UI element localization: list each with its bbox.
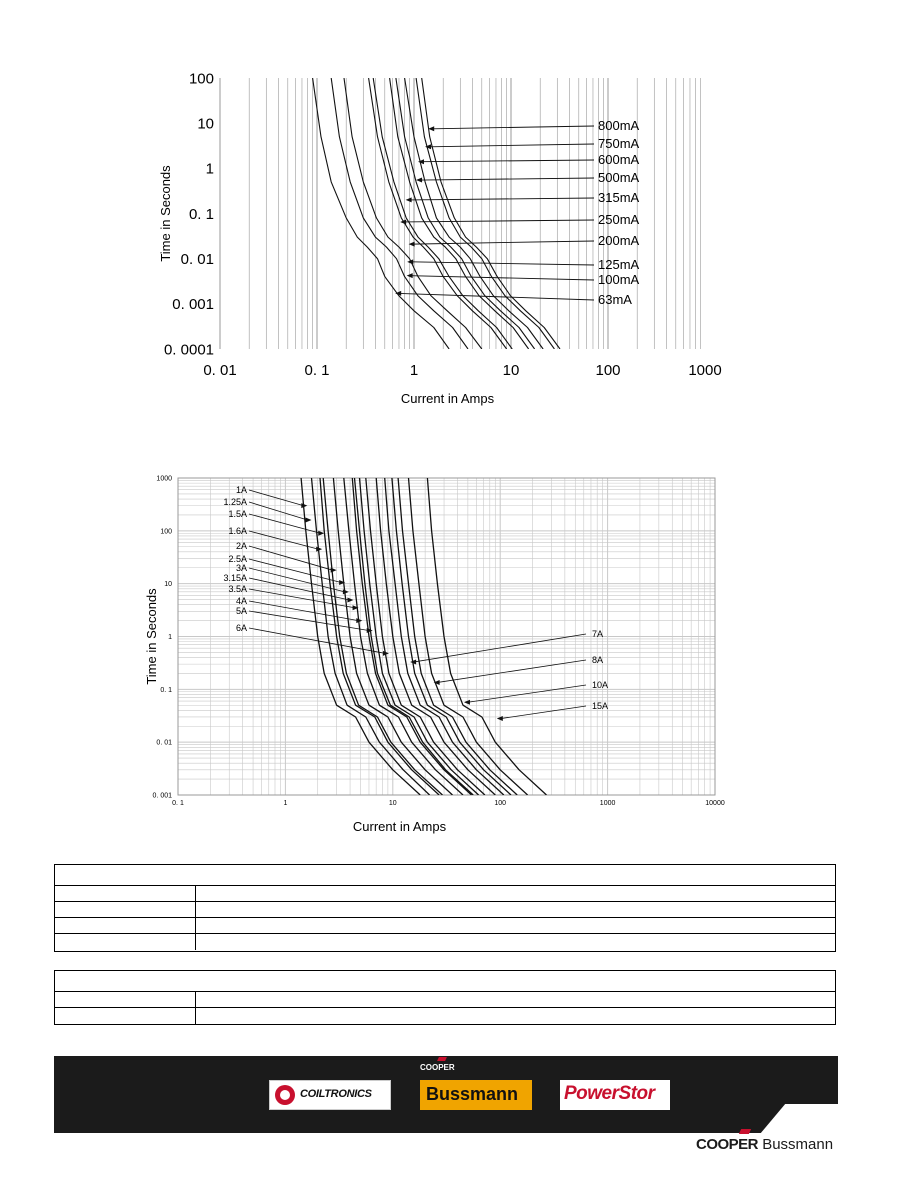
table-cell bbox=[196, 886, 835, 901]
footer-banner bbox=[54, 1056, 838, 1133]
annotation-label: 1.25A bbox=[223, 497, 247, 507]
table-row bbox=[55, 992, 835, 1008]
y-tick-label: 0. 001 bbox=[172, 296, 214, 314]
annotation-label: 3A bbox=[235, 563, 247, 573]
y-tick-label: 1000 bbox=[156, 475, 172, 483]
coiltronics-logo[interactable] bbox=[269, 1080, 391, 1110]
x-tick-label: 10000 bbox=[705, 800, 725, 807]
annotation-arrow-line bbox=[249, 531, 318, 549]
y-tick-label: 1 bbox=[205, 160, 214, 178]
x-axis-label: Current in Amps bbox=[352, 819, 447, 834]
annotation-label: 2.5A bbox=[228, 554, 247, 564]
table-row bbox=[55, 918, 835, 934]
y-tick-label: 0. 01 bbox=[156, 739, 172, 747]
annotation-arrow-line bbox=[404, 220, 594, 222]
annotation-label: 15A bbox=[592, 701, 609, 711]
annotation-500mA bbox=[416, 170, 639, 185]
annotation-label: 750mA bbox=[598, 136, 640, 151]
powerstor-logo[interactable] bbox=[560, 1080, 670, 1110]
powerstor-logo-text: PowerStor bbox=[564, 1083, 655, 1104]
y-axis-label: Time in Seconds bbox=[158, 165, 173, 262]
series-line-125mA bbox=[344, 78, 482, 349]
spec-table-1 bbox=[54, 864, 836, 952]
coiltronics-logo-text: COILTRONICS bbox=[300, 1088, 372, 1100]
annotation-arrow-line bbox=[249, 601, 358, 621]
bussmann-logo-text: Bussmann bbox=[426, 1084, 519, 1104]
annotation-arrowhead bbox=[343, 589, 349, 594]
x-axis-label: Current in Amps bbox=[400, 391, 495, 406]
annotation-arrowhead bbox=[347, 598, 353, 603]
annotation-arrow-line bbox=[420, 178, 594, 180]
y-tick-label: 0. 001 bbox=[152, 792, 172, 800]
table-cell bbox=[55, 886, 196, 901]
x-tick-label: 10 bbox=[502, 362, 520, 379]
annotation-label: 200mA bbox=[598, 233, 640, 248]
y-tick-label: 0. 1 bbox=[160, 686, 172, 694]
annotation-label: 100mA bbox=[598, 272, 640, 287]
spec-table-1-header bbox=[55, 865, 835, 886]
table-cell bbox=[55, 918, 196, 933]
annotation-label: 4A bbox=[235, 596, 247, 606]
y-tick-label: 1 bbox=[168, 633, 172, 641]
annotation-label: 1.5A bbox=[228, 509, 247, 519]
annotation-arrow-line bbox=[432, 126, 594, 129]
table-cell bbox=[196, 1008, 835, 1024]
series-line-750mA bbox=[416, 78, 554, 349]
annotation-label: 3.15A bbox=[223, 573, 247, 583]
annotation-arrow-line bbox=[411, 262, 594, 265]
series-line-600mA bbox=[405, 78, 543, 349]
spec-table-2-header bbox=[55, 971, 835, 992]
x-tick-label: 1000 bbox=[688, 362, 722, 379]
brand-accent-mark bbox=[739, 1129, 751, 1134]
bussmann-logo[interactable] bbox=[420, 1063, 532, 1110]
annotation-label: 2A bbox=[235, 541, 247, 551]
y-tick-label: 0. 01 bbox=[180, 250, 214, 268]
annotation-arrow-line bbox=[411, 276, 594, 280]
annotation-750mA bbox=[425, 136, 639, 151]
series-line-500mA bbox=[396, 78, 535, 349]
x-tick-label: 1 bbox=[283, 800, 288, 807]
annotation-6A bbox=[236, 623, 389, 656]
x-tick-label: 100 bbox=[494, 800, 507, 807]
x-tick-label: 0. 1 bbox=[172, 800, 184, 807]
annotation-arrowhead bbox=[464, 700, 470, 705]
annotation-arrow-line bbox=[438, 660, 586, 682]
grid bbox=[178, 478, 715, 795]
x-tick-label: 100 bbox=[595, 362, 621, 379]
spec-table-2 bbox=[54, 970, 836, 1025]
series-line-63mA bbox=[313, 78, 450, 349]
series-line-200mA bbox=[369, 78, 507, 349]
table-row bbox=[55, 934, 835, 950]
series-line-315mA bbox=[390, 78, 529, 349]
table-cell bbox=[196, 992, 835, 1007]
table-cell bbox=[196, 902, 835, 917]
table-cell bbox=[196, 934, 835, 950]
chart-time-current-a bbox=[130, 462, 770, 852]
annotation-arrow-line bbox=[422, 160, 594, 162]
annotation-label: 8A bbox=[592, 655, 604, 665]
table-cell bbox=[55, 902, 196, 917]
chart-time-current-ma bbox=[150, 62, 750, 422]
annotation-label: 10A bbox=[592, 680, 609, 690]
x-tick-label: 0. 1 bbox=[304, 362, 330, 379]
annotation-label: 800mA bbox=[598, 118, 640, 133]
table-cell bbox=[55, 1008, 196, 1024]
brand-cooper-text: COOPER bbox=[696, 1136, 759, 1153]
cooper-bussmann-brand[interactable] bbox=[696, 1136, 833, 1153]
annotation-arrowhead bbox=[318, 531, 324, 536]
y-tick-label: 0. 0001 bbox=[163, 341, 214, 359]
table-cell bbox=[55, 992, 196, 1007]
x-tick-label: 10 bbox=[388, 800, 397, 807]
series-line-800mA bbox=[422, 78, 560, 349]
coiltronics-ring-icon bbox=[275, 1085, 295, 1105]
annotation-label: 500mA bbox=[598, 170, 640, 185]
annotation-label: 250mA bbox=[598, 212, 640, 227]
annotation-250mA bbox=[400, 212, 639, 227]
annotation-8A bbox=[434, 655, 603, 685]
series-group bbox=[313, 78, 560, 349]
table-cell bbox=[55, 934, 196, 950]
annotation-arrowhead bbox=[331, 568, 337, 573]
x-tick-label: 0. 01 bbox=[203, 362, 237, 379]
annotation-label: 315mA bbox=[598, 190, 640, 205]
y-axis-label: Time in Seconds bbox=[144, 588, 159, 685]
annotation-label: 5A bbox=[235, 606, 247, 616]
annotation-arrow-line bbox=[249, 490, 303, 506]
table-row bbox=[55, 886, 835, 902]
y-tick-label: 0. 1 bbox=[188, 205, 214, 223]
annotation-800mA bbox=[428, 118, 639, 133]
annotation-arrowhead bbox=[406, 197, 412, 202]
annotation-label: 1.6A bbox=[228, 526, 247, 536]
y-tick-label: 10 bbox=[164, 581, 172, 589]
annotation-7A bbox=[410, 629, 603, 664]
annotation-label: 1A bbox=[235, 485, 247, 495]
table-cell bbox=[196, 918, 835, 933]
x-tick-label: 1000 bbox=[599, 800, 616, 807]
chart-svg-ma bbox=[150, 62, 750, 422]
table-row bbox=[55, 1008, 835, 1024]
annotation-315mA bbox=[406, 190, 640, 205]
annotation-600mA bbox=[418, 152, 640, 167]
annotation-label: 63mA bbox=[598, 292, 632, 307]
y-tick-label: 10 bbox=[197, 115, 214, 133]
annotation-label: 6A bbox=[235, 623, 247, 633]
brand-bussmann-text: Bussmann bbox=[762, 1136, 834, 1153]
y-tick-label: 100 bbox=[160, 528, 172, 536]
annotation-arrow-line bbox=[468, 685, 586, 702]
annotation-label: 125mA bbox=[598, 257, 640, 272]
y-tick-label: 100 bbox=[188, 70, 214, 88]
annotation-arrowhead bbox=[416, 178, 422, 183]
table-row bbox=[55, 902, 835, 918]
chart-svg-a bbox=[130, 462, 770, 852]
annotation-arrowhead bbox=[306, 518, 312, 523]
annotation-15A bbox=[497, 701, 608, 721]
bussmann-logo-cooper-text: COOPER bbox=[420, 1063, 455, 1072]
x-tick-label: 1 bbox=[409, 362, 419, 379]
annotation-label: 3.5A bbox=[228, 584, 247, 594]
annotation-label: 7A bbox=[592, 629, 604, 639]
series-line-250mA bbox=[373, 78, 512, 349]
annotation-label: 600mA bbox=[598, 152, 640, 167]
